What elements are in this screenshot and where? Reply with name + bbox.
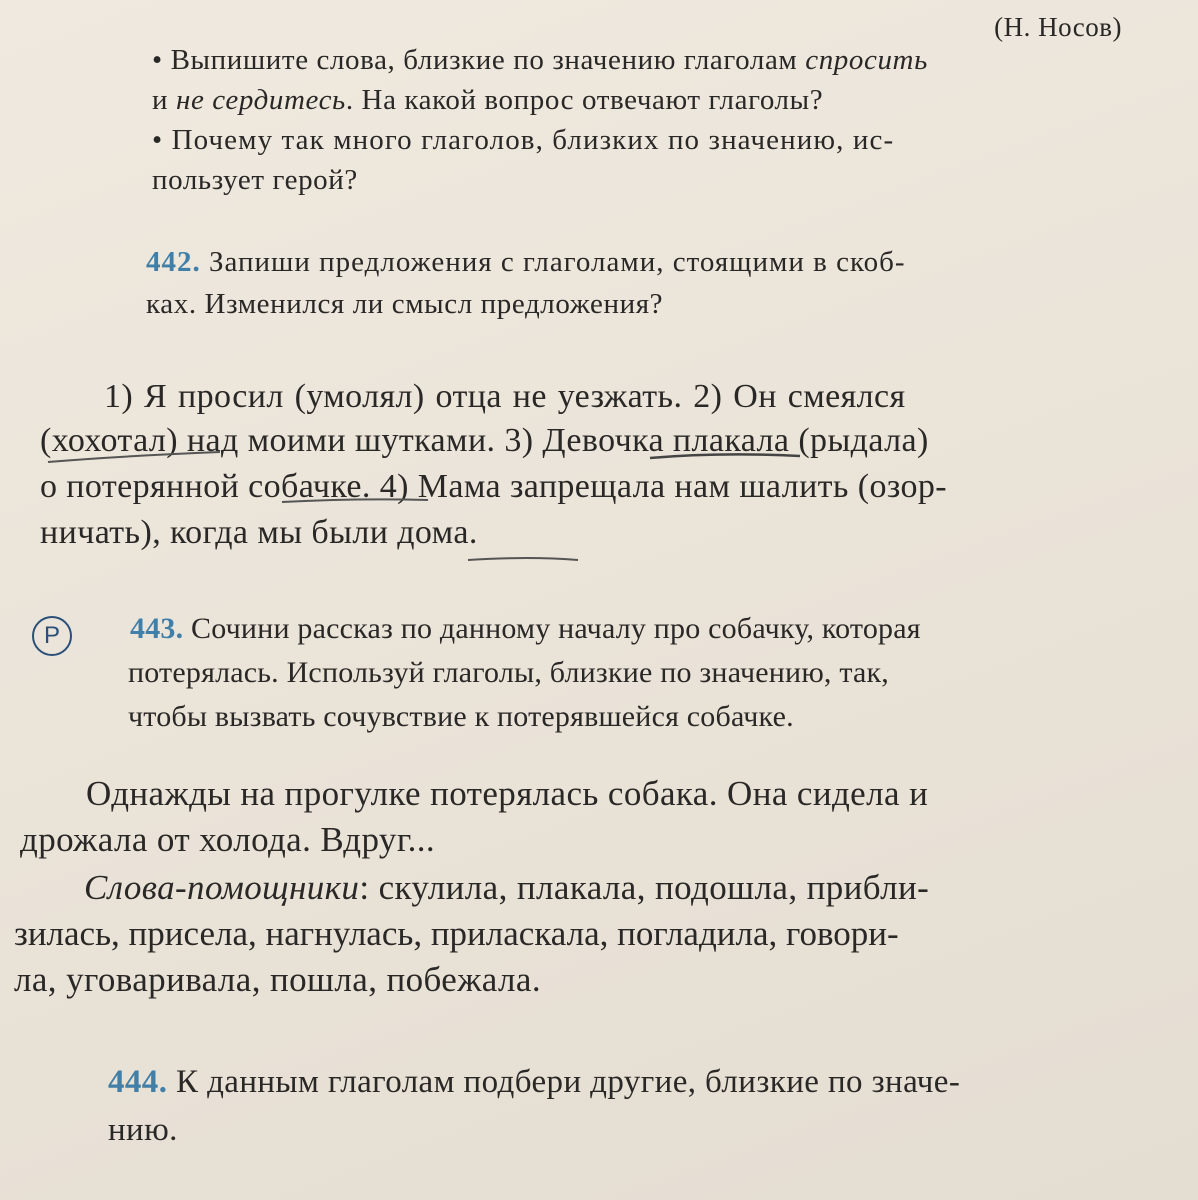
- underlined-word: Девочка: [542, 422, 665, 459]
- story-start-line-1: Однажды на прогулке потерялась собака. Она сидела и: [86, 774, 929, 813]
- helper-words-line-1: Слова-помощники: скулила, плакала, подошла, прибли-: [84, 868, 930, 907]
- sentence-line-4: ничать), когда мы были дома.: [40, 514, 478, 551]
- helper-words-label: Слова-помощники: [84, 868, 360, 907]
- exercise-444-line-2: нию.: [108, 1112, 178, 1148]
- intro-line-3: • Почему так много глаголов, близких по значению, ис-: [152, 124, 895, 156]
- intro-line-2: и не сердитесь. На какой вопрос отвечают глаголы?: [152, 84, 824, 116]
- exercise-number: 443.: [130, 612, 184, 645]
- exercise-number: 444.: [108, 1064, 168, 1100]
- underlined-word: собачке: [248, 468, 362, 505]
- story-start-line-2: дрожала от холода. Вдруг...: [20, 820, 436, 859]
- author-attribution: (Н. Носов): [994, 12, 1122, 42]
- exercise-443-line-3: чтобы вызвать сочувствие к потерявшейся собачке.: [128, 700, 794, 733]
- intro-line-4: пользует герой?: [152, 164, 358, 196]
- sentence-line-1: 1) Я просил (умолял) отца не уезжать. 2) Он смеялся: [104, 378, 906, 415]
- helper-words-line-2: зилась, присела, нагнулась, приласкала, погладила, говори-: [14, 914, 899, 953]
- sentence-line-3: о потерянной собачке. 4) Мама запрещала нам шалить (озор-: [40, 468, 948, 505]
- exercise-443-line-2: потерялась. Используй глаголы, близкие по значению, так,: [128, 656, 889, 689]
- exercise-442-line-1: 442. Запиши предложения с глаголами, стоящими в скоб-: [146, 246, 906, 278]
- exercise-number: 442.: [146, 246, 201, 278]
- exercise-443-line-1: 443. Сочини рассказ по данному началу про собачку, которая: [130, 612, 921, 645]
- underlined-word: дома: [397, 514, 469, 551]
- helper-words-line-3: ла, уговаривала, пошла, побежала.: [14, 960, 541, 999]
- intro-line-1: • Выпишите слова, близкие по значению глаголам спросить: [152, 44, 928, 76]
- exercise-442-line-2: ках. Изменился ли смысл предложения?: [146, 288, 664, 320]
- creative-task-badge: Р: [32, 616, 72, 656]
- sentence-line-2: (хохотал) над моими шутками. 3) Девочка плакала (рыдала): [40, 422, 929, 459]
- pencil-underline-mark: [468, 558, 578, 560]
- exercise-444-line-1: 444. К данным глаголам подбери другие, близкие по значе-: [108, 1064, 961, 1100]
